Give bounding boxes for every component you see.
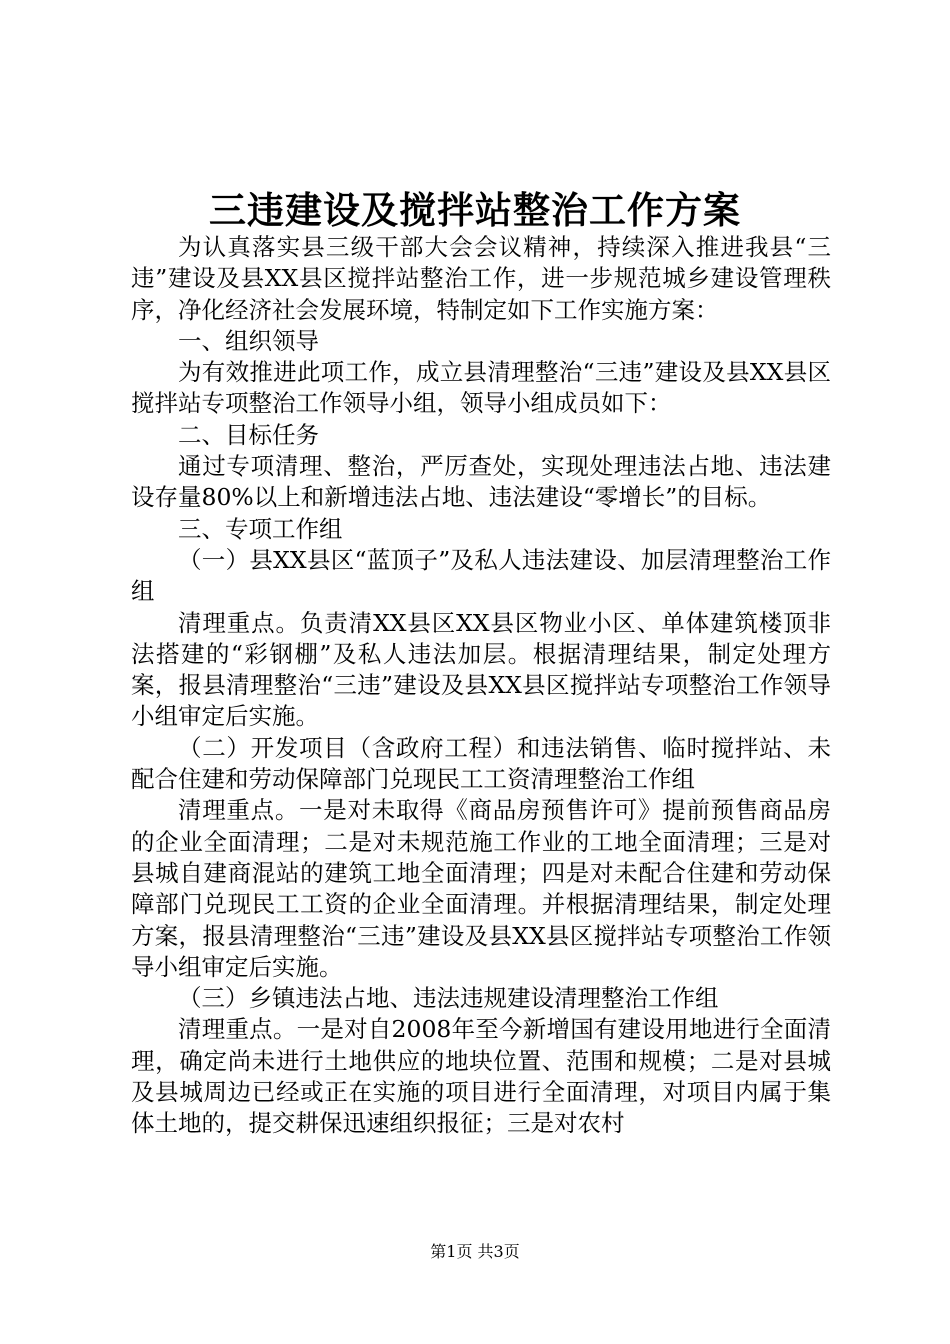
section-heading-goals: 二、目标任务 — [178, 420, 319, 449]
paragraph-intro: 为认真落实县三级干部大会会议精神，持续深入推进我县“三违”建设及县XX县区搅拌站整治工作，进一步规范城乡建设管理秩序，净化经济社会发展环境，特制定如下工作实施方案： — [131, 233, 831, 324]
subheading-group-one: （一）县XX县区“蓝顶子”及私人违法建设、加层清理整治工作组 — [131, 545, 831, 606]
document-title: 三违建设及搅拌站整治工作方案 — [209, 188, 741, 232]
page-number-footer: 第1页 共3页 — [430, 1242, 520, 1261]
paragraph-group-two: 清理重点。一是对未取得《商品房预售许可》提前预售商品房的企业全面清理；二是对未规范施工作业的工地全面清理；三是对县城自建商混站的建筑工地全面清理；四是对未配合住建和劳动保障部门兑现民工工资的企业全面清理。并根据清理结果，制定处理方案，报县清理整治“三违”建设及县XX县区搅拌站专项整治工作领导小组审定后实施。 — [131, 796, 831, 981]
subheading-group-three: （三）乡镇违法占地、违法违规建设清理整治工作组 — [178, 984, 719, 1013]
section-heading-working-groups: 三、专项工作组 — [178, 514, 343, 543]
paragraph-group-one: 清理重点。负责清XX县区XX县区物业小区、单体建筑楼顶非法搭建的“彩钢棚”及私人违法加层。根据清理结果，制定处理方案，报县清理整治“三违”建设及县XX县区搅拌站专项整治工作领导小组审定后实施。 — [131, 608, 831, 731]
subheading-group-two: （二）开发项目（含政府工程）和违法销售、临时搅拌站、未配合住建和劳动保障部门兑现民工工资清理整治工作组 — [131, 733, 831, 794]
paragraph-group-three: 清理重点。一是对自2008年至今新增国有建设用地进行全面清理，确定尚未进行土地供应的地块位置、范围和规模；二是对县城及县城周边已经或正在实施的项目进行全面清理，对项目内属于集体土地的，提交耕保迅速组织报征；三是对农村 — [131, 1015, 831, 1138]
section-heading-organization: 一、组织领导 — [178, 326, 319, 355]
paragraph-goals: 通过专项清理、整治，严厉查处，实现处理违法占地、违法建设存量80%以上和新增违法占地、违法建设“零增长”的目标。 — [131, 452, 831, 512]
paragraph-organization: 为有效推进此项工作，成立县清理整治“三违”建设及县XX县区搅拌站专项整治工作领导小组，领导小组成员如下： — [131, 358, 831, 418]
document-body — [131, 232, 831, 1140]
